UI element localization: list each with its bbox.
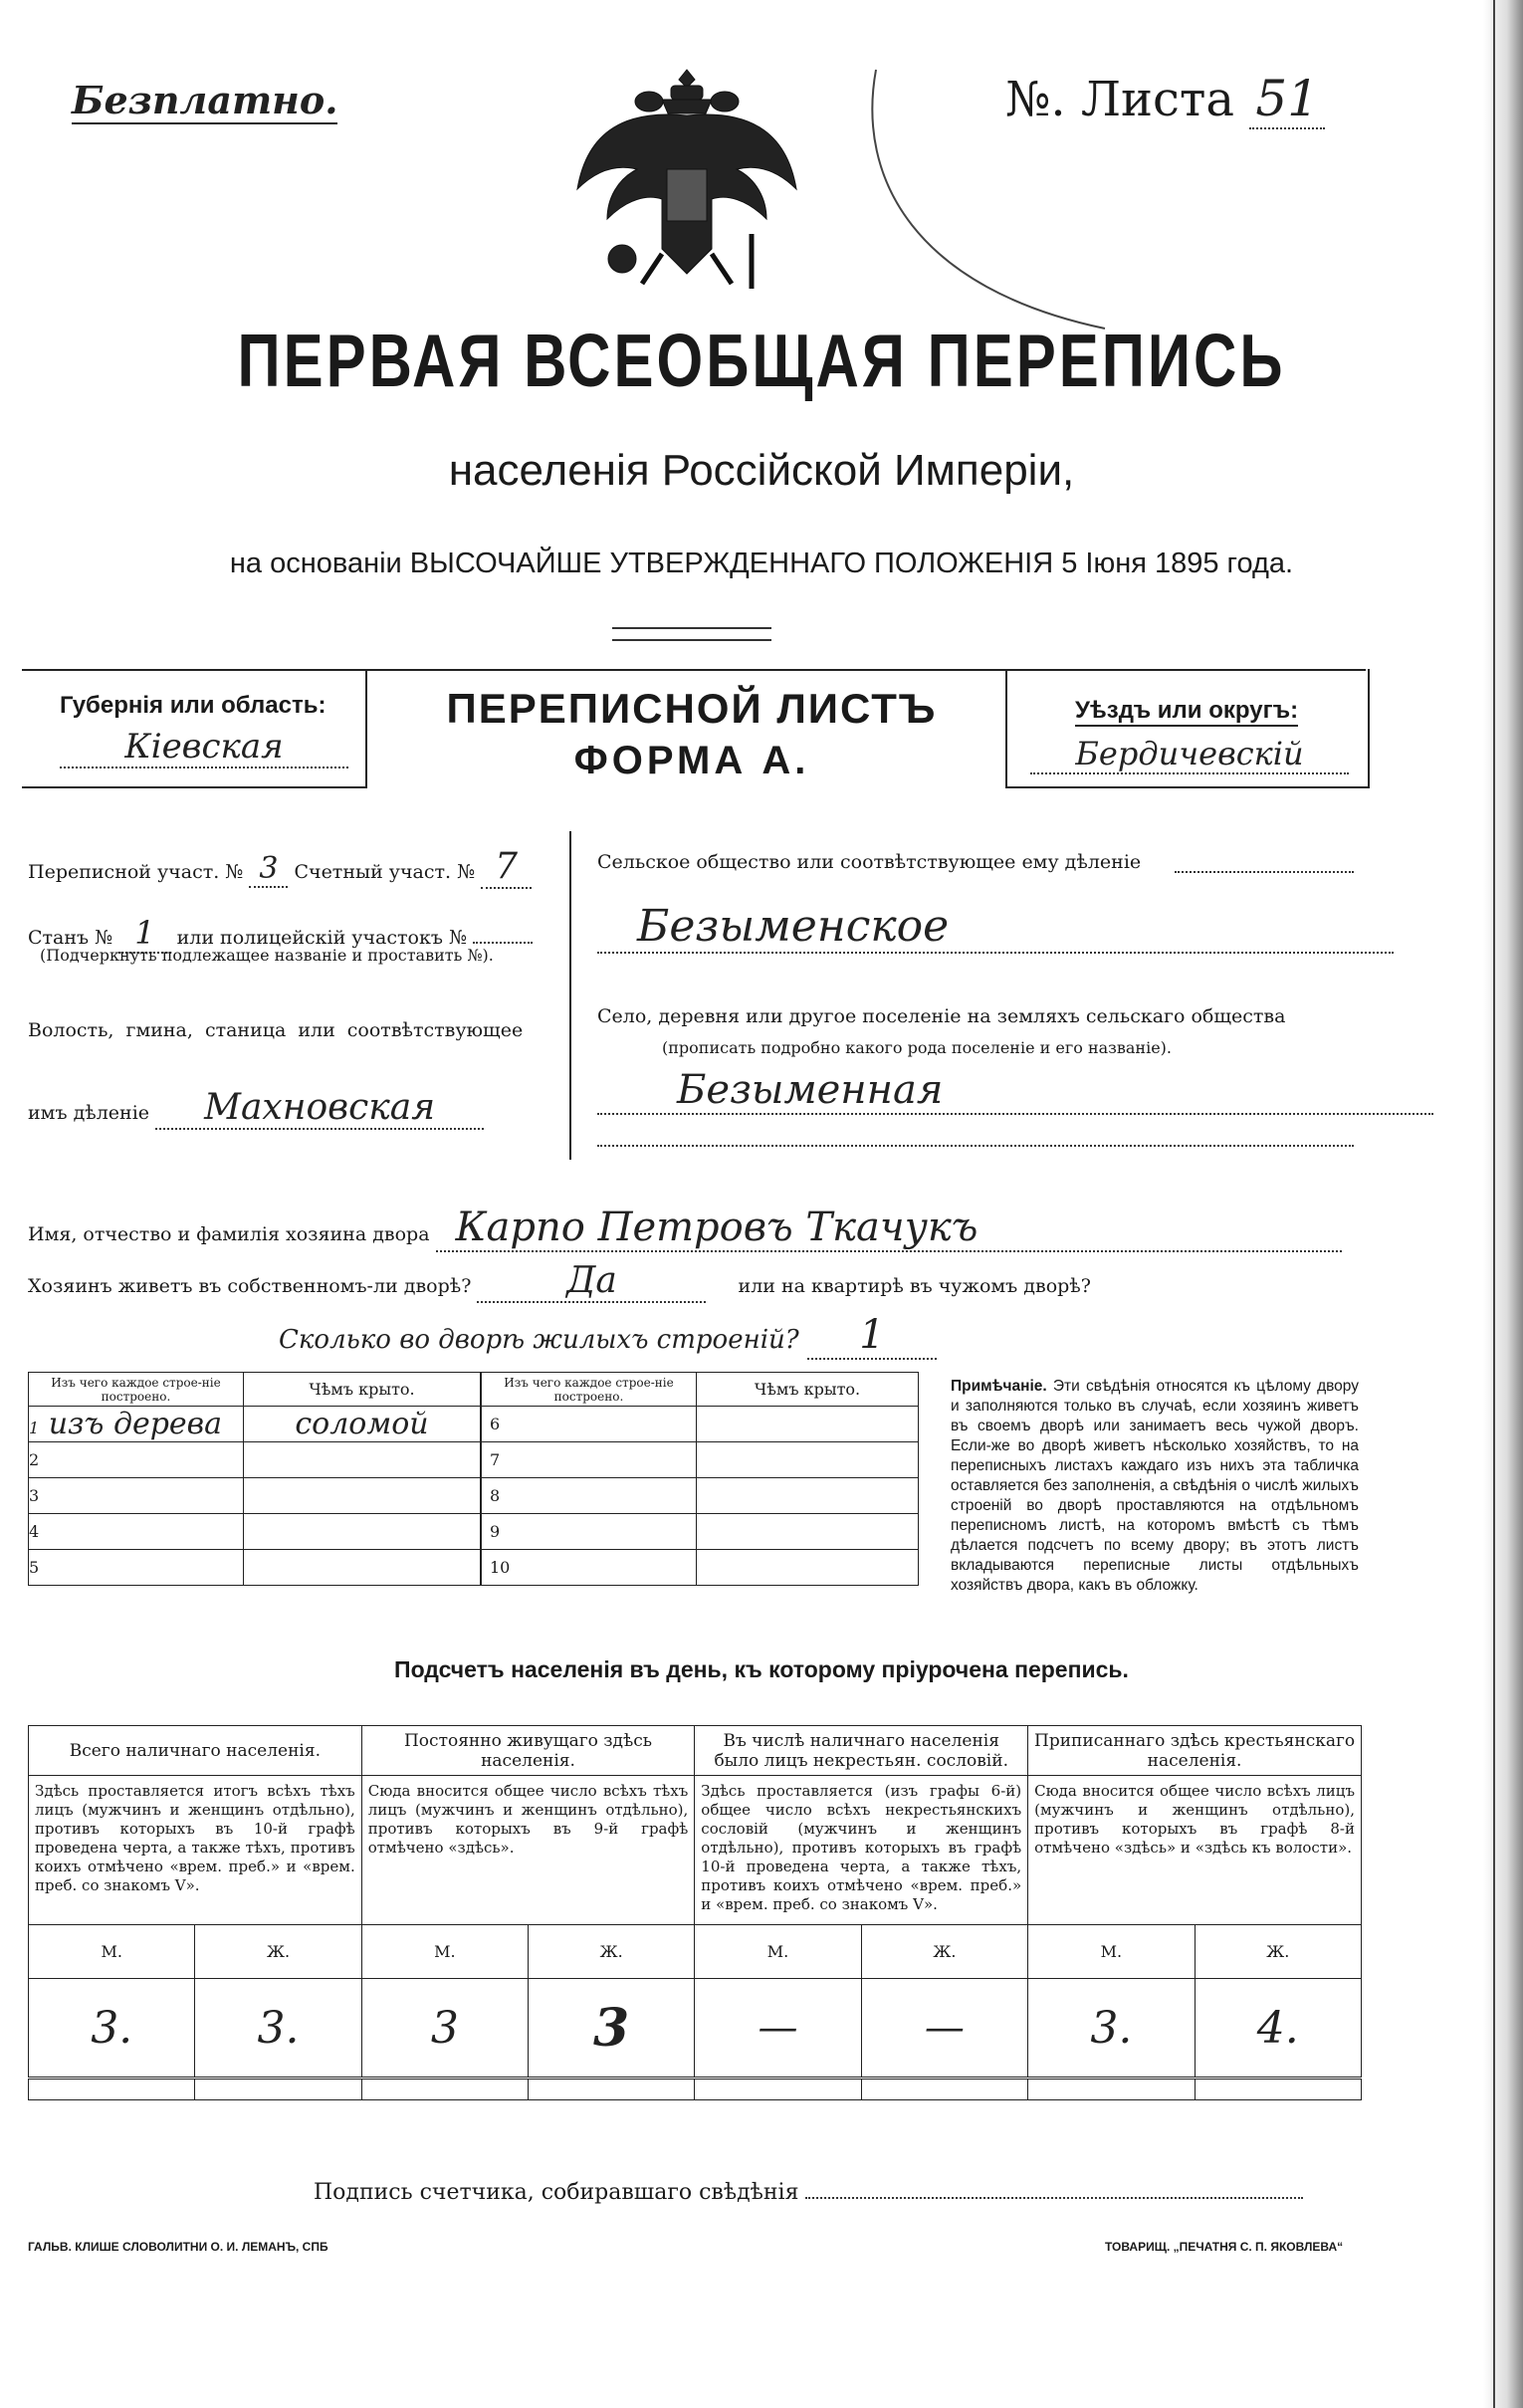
table-row: 3	[29, 1478, 244, 1514]
own-yard-value: Да	[477, 1260, 706, 1303]
province-label: Губернія или область:	[60, 692, 326, 719]
pop-value: —	[861, 1979, 1027, 2079]
table-row: 10	[482, 1550, 697, 1586]
buildings-table-right: Изъ чего каждое строе-ніе построено. Чѣмъ крыто. 6 7 8 9 10	[481, 1372, 919, 1586]
basis-line: на основаніи ВЫСОЧАЙШЕ УТВЕРЖДЕННАГО ПОЛОЖЕНІЯ 5 Іюня 1895 года.	[229, 547, 1294, 579]
pop-value: 4.	[1195, 1979, 1361, 2079]
printer-right: ТОВАРИЩ. „ПЕЧАТНЯ С. П. ЯКОВЛЕВА“	[1105, 2240, 1344, 2254]
province-value: Кіевская	[60, 727, 348, 768]
main-subtitle: населенія Россійской Имперіи,	[448, 446, 1075, 495]
village-label: Село, деревня или другое поселеніе на земляхъ сельскаго общества	[597, 1005, 1286, 1027]
count-plot-value: 7	[481, 846, 532, 889]
sheet-form: ФОРМА А.	[573, 739, 810, 782]
sheet-number-value: 51	[1249, 70, 1325, 129]
pop-value: 3.	[1028, 1979, 1195, 2079]
printer-left: ГАЛЬВ. КЛИШЕ СЛОВОЛИТНИ О. И. ЛЕМАНЪ, СПБ	[28, 2240, 328, 2254]
table-row: 9	[482, 1514, 697, 1550]
stan-value: 1	[118, 914, 170, 954]
volost-label-1: Волость, гмина, станица или соотвѣтствующее	[28, 1019, 524, 1041]
buildings-table-left: Изъ чего каждое строе-ніе построено. Чѣмъ крыто. 1 изъ дерева соломой 2 3 4 5	[28, 1372, 481, 1586]
signature-line	[805, 2197, 1303, 2199]
table-row: 5	[29, 1550, 244, 1586]
table-row: 4	[29, 1514, 244, 1550]
volost-value: Махновская	[155, 1087, 484, 1130]
main-title: ПЕРВАЯ ВСЕОБЩАЯ ПЕРЕПИСЬ	[237, 319, 1286, 403]
pop-col-1-head: Всего наличнаго населенія.	[29, 1726, 362, 1776]
coat-of-arms-emblem	[567, 60, 806, 299]
table-row: 7	[482, 1442, 697, 1478]
census-plot-value: 3	[249, 851, 288, 888]
sheet-title: ПЕРЕПИСНОЙ ЛИСТЪ	[446, 685, 938, 732]
stan-row: Станъ № 1 или полицейскій участокъ №	[28, 914, 533, 952]
sheet-number-label: №. Листа 51	[1005, 70, 1325, 127]
note-text: Эти свѣдѣнія относятся къ цѣлому двору и заполняются только въ случаѣ, если хозяинъ живетъ въ своемъ дворѣ или занимаетъ весь чужой дворъ. Если-же во дворѣ живетъ нѣсколько хозяйствъ, то на переписныхъ листахъ каждаго изъ нихъ эта табличка оставляется без заполненія, а свѣдѣнія о числѣ жилыхъ строеній во дворѣ проставляются на отдѣльномъ переписномъ листѣ, на которомъ вмѣстѣ съ тѣмъ дѣлается подсчетъ по всему двору; въ этотъ листъ вкладываются переписные листы отдѣльныхъ хозяйствъ двора, какъ въ обложку.	[951, 1378, 1359, 1594]
ornament-divider	[612, 627, 771, 641]
block-divider	[569, 831, 571, 1160]
population-table: Всего наличнаго населенія. Постоянно живущаго здѣсь населенія. Въ числѣ наличнаго населенія было лицъ некрестьян. сословій. Приписаннаго здѣсь крестьянскаго населенія. Здѣсь проставляется итогъ всѣхъ тѣхъ лицъ (мужчинъ и женщинъ отдѣльно), противъ которыхъ въ 10-й графѣ проведена черта, а также тѣхъ, противъ коихъ отмѣчено «врем. преб.» и «врем. преб. со знакомъ V». Сюда вносится общее число всѣхъ тѣхъ лицъ (мужчинъ и женщинъ отдѣльно), противъ которыхъ въ 9-й графѣ отмѣчено «здѣсь». Здѣсь проставляется (изъ графы 6-й) общее число всѣхъ некрестьянскихъ сословій (мужчинъ и женщинъ отдѣльно), противъ которыхъ въ графѣ 10-й проведена черта, а также тѣхъ, противъ коихъ отмѣчено «врем. преб.» и «врем. преб. со знакомъ V». Сюда вносится общее число всѣхъ лицъ (мужчинъ и женщинъ отдѣльно), противъ которыхъ въ графѣ 8-й отмѣчено «здѣсь» и «здѣсь къ волости». М. Ж. М. Ж. М. Ж. М. Ж. 3. 3. 3 3 — — 3. 4.	[28, 1725, 1362, 2100]
census-plot-row: Переписной участ. № 3 Счетный участ. № 7	[28, 846, 532, 887]
note-block	[951, 1377, 1359, 1596]
buildings-row: Сколько во дворѣ жилыхъ строеній? 1	[279, 1312, 937, 1360]
district-label: Уѣздъ или округъ:	[1075, 697, 1298, 727]
society-value: Безыменское	[597, 901, 1394, 954]
village-note: (прописать подробно какого рода поселеніе и его названіе).	[662, 1038, 1172, 1057]
pop-col-2-head: Постоянно живущаго здѣсь населенія.	[361, 1726, 695, 1776]
buildings-value: 1	[807, 1312, 937, 1360]
volost-row: имъ дѣленіе Махновская	[28, 1087, 484, 1130]
society-label: Сельское общество или соотвѣтствующее ему дѣленіе	[597, 851, 1142, 873]
owner-name-row: Имя, отчество и фамилія хозяина двора Карпо Петровъ Ткачукъ	[28, 1204, 1342, 1252]
owner-name-value: Карпо Петровъ Ткачукъ	[436, 1204, 1342, 1252]
district-value: Бердичевскій	[1030, 735, 1349, 774]
pop-col-4-head: Приписаннаго здѣсь крестьянскаго населенія.	[1028, 1726, 1362, 1776]
free-label: Безплатно.	[72, 78, 338, 122]
note-title: Примѣчаніе.	[951, 1378, 1047, 1395]
pop-value: 3	[528, 1979, 694, 2079]
stan-note: (Подчеркнуть подлежащее названіе и проставить №).	[40, 946, 494, 965]
pop-value: 3.	[29, 1979, 195, 2079]
col-material-head: Изъ чего каждое строе-ніе построено.	[29, 1373, 244, 1407]
table-row: 2	[29, 1442, 244, 1478]
village-value: Безыменная	[597, 1067, 1433, 1115]
pop-value: 3	[361, 1979, 528, 2079]
table-row: 6	[482, 1407, 697, 1442]
population-title: Подсчетъ населенія въ день, къ которому пріурочена перепись.	[394, 1656, 1129, 1682]
col-roof-head: Чѣмъ крыто.	[244, 1373, 481, 1407]
table-row: 8	[482, 1478, 697, 1514]
signature-row: Подпись счетчика, собиравшаго свѣдѣнія	[314, 2180, 1303, 2205]
pop-value: 3.	[195, 1979, 361, 2079]
pop-col-3-head: Въ числѣ наличнаго населенія было лицъ некрестьян. сословій.	[695, 1726, 1028, 1776]
table-row: 1 изъ дерева	[29, 1407, 244, 1442]
own-yard-row: Хозяинъ живетъ въ собственномъ-ли дворѣ? Да или на квартирѣ въ чужомъ дворѣ?	[28, 1260, 1091, 1301]
pop-value: —	[695, 1979, 861, 2079]
